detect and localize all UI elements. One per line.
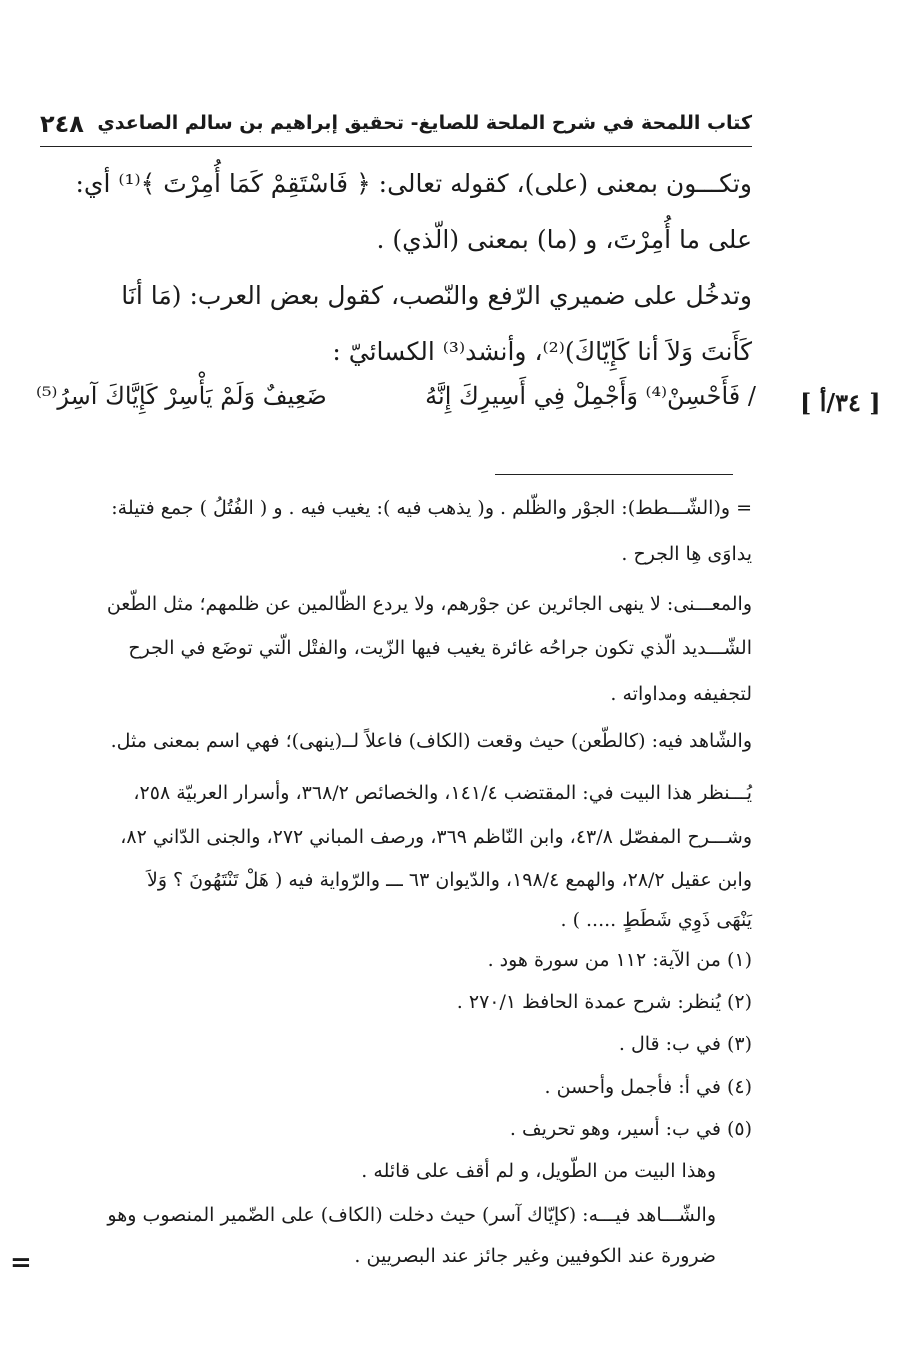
body-line-2: على ما أُمِرْتَ، و (ما) بمعنى (الّذي) . — [376, 225, 752, 254]
footnote-continuation-line: وابن عقيل ٢٨/٢، والهمع ١٩٨/٤، والدّيوان ٦٣ ـــ والرّواية فيه ( هَلْ تَنْتَهُونَ ؟ وَلاَ — [147, 869, 752, 891]
manuscript-folio-reference: [ ٣٤/أ ] — [800, 388, 881, 417]
footnote-continuation-line: والمعـــنى: لا ينهى الجائرين عن جوْرهم، ولا يردع الظّالمين عن ظلمهم؛ مثل الطّعن — [106, 593, 752, 615]
footnote-continuation-line: = و(الشّـــطط): الجوْر والظّلم . و( يذهب فيه ): يغيب فيه . و ( الفُتُلُ ) جمع فتيلة: — [111, 497, 752, 519]
footnote-1: (١) من الآية: ١١٢ من سورة هود . — [487, 949, 752, 971]
footnote-5-detail: وهذا البيت من الطّويل، و لم أقف على قائله . — [361, 1160, 716, 1182]
running-header — [40, 110, 752, 147]
verse-second-hemistich: ضَعِيفٌ وَلَمْ يَأْسِرْ كَإِيَّاكَ آسِرُ⁽⁵⁾ — [36, 382, 327, 410]
footnote-3: (٣) في ب: قال . — [618, 1033, 752, 1055]
body-line-1: وتكـــون بمعنى (على)، كقوله تعالى: ﴿ فَاسْتَقِمْ كَمَا أُمِرْتَ ﴾⁽¹⁾ أي: — [75, 169, 752, 198]
footnote-continuation-line: وشـــرح المفصّل ٤٣/٨، وابن النّاظم ٣٦٩، ورصف المباني ٢٧٢، والجنى الدّاني ٨٢، — [120, 826, 752, 848]
poetry-verse — [36, 374, 756, 430]
footnote-continuation-line: يداوَى هِا الجرح . — [621, 543, 752, 565]
footnote-continuation-line: يُـــنظر هذا البيت في: المقتضب ١٤١/٤، والخصائص ٣٦٨/٢، وأسرار العربيّة ٢٥٨، — [133, 782, 752, 804]
verse-first-hemistich: / فَأَحْسِنْ⁽⁴⁾ وَأَجْمِلْ فِي أَسِيرِكَ إِنَّهُ — [425, 382, 756, 410]
footnote-5-detail: ضرورة عند الكوفيين وغير جائز عند البصريين . — [354, 1245, 716, 1267]
footnote-separator — [495, 474, 733, 475]
footnote-4: (٤) في أ: فأجمل وأحسن . — [544, 1076, 752, 1098]
footnote-continuation-line: والشّاهد فيه: (كالطّعن) حيث وقعت (الكاف) فاعلاً لــ(ينهى)؛ فهي اسم بمعنى مثل. — [110, 730, 752, 752]
body-line-4: كَأَنتَ وَلاَ أنا كَإِيّاكَ)⁽²⁾، وأنشد⁽³⁾ الكسائيّ : — [332, 337, 752, 366]
book-title: كتاب اللمحة في شرح الملحة للصايغ- تحقيق إبراهيم بن سالم الصاعدي — [97, 112, 752, 134]
body-line-3: وتدخُل على ضميري الرّفع والنّصب، كقول بعض العرب: (مَا أنَا — [121, 281, 752, 310]
footnote-continuation-line: الشّـــديد الّذي تكون جراحُه غائرة يغيب فيها الزّيت، والفتْل الّتي توضَع في الجرح — [128, 637, 752, 659]
footnote-5-detail: والشّـــاهد فيـــه: (كإيّاك آسر) حيث دخلت (الكاف) على الضّمير المنصوب وهو — [107, 1204, 716, 1226]
page-number: ٢٤٨ — [40, 110, 84, 138]
footnote-continuation-line: يَنْهَى ذَوِي شَطَطٍ ..... ) . — [560, 909, 752, 931]
continuation-mark: = — [10, 1248, 32, 1278]
footnote-continuation-line: لتجفيفه ومداواته . — [610, 683, 752, 705]
footnote-2: (٢) يُنظر: شرح عمدة الحافظ ٢٧٠/١ . — [456, 991, 752, 1013]
footnote-5: (٥) في ب: أسير، وهو تحريف . — [509, 1118, 752, 1140]
